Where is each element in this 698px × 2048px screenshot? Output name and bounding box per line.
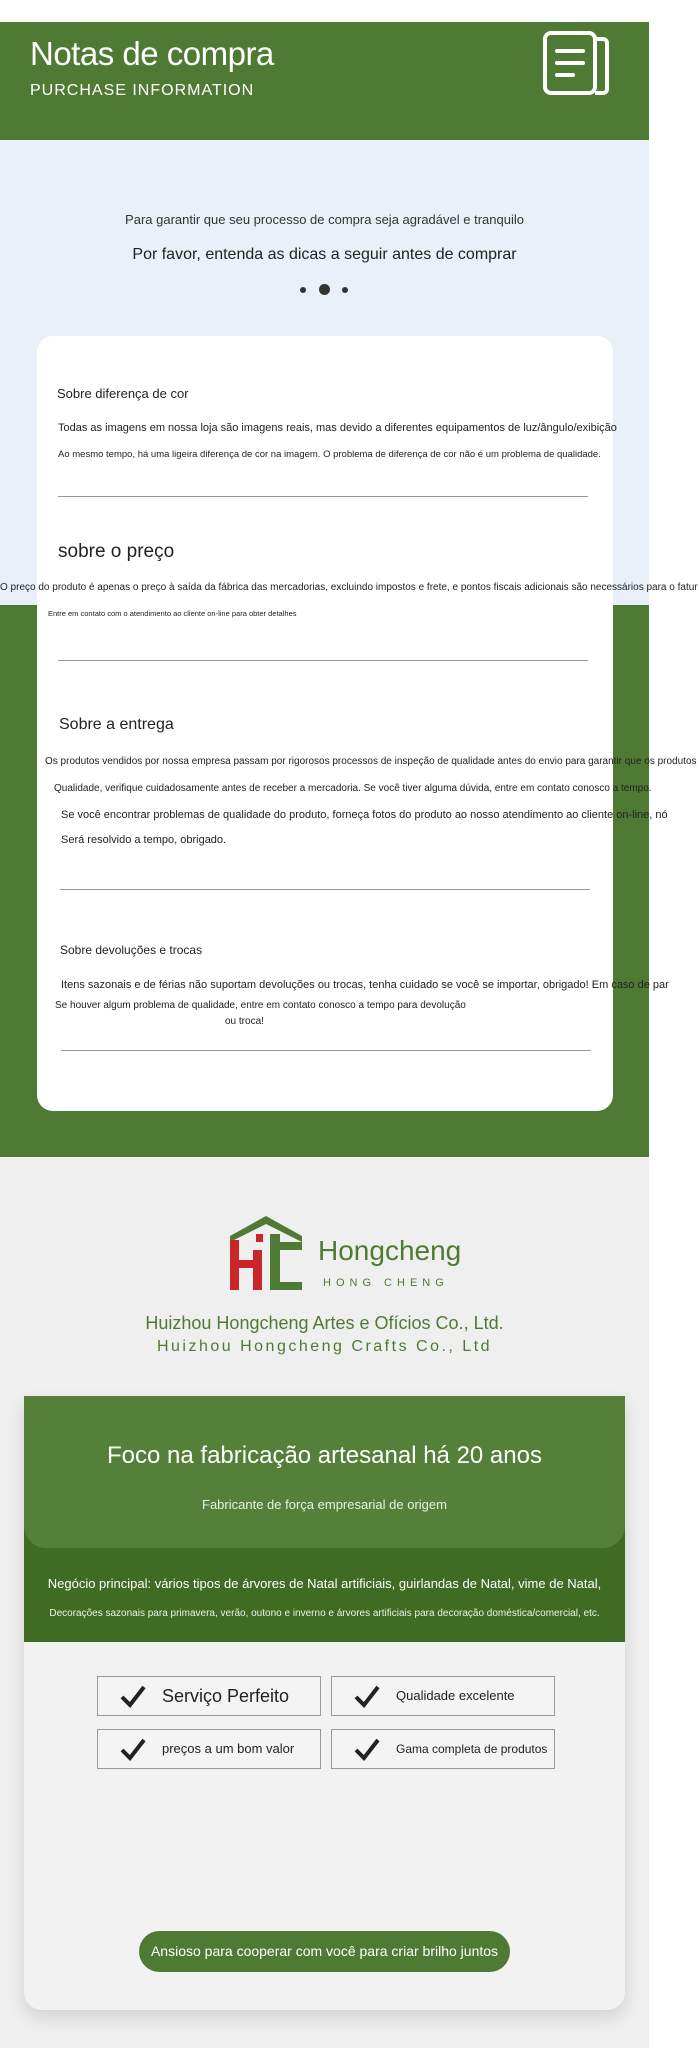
checkmark-icon [120, 1683, 146, 1709]
divider [58, 660, 588, 661]
feature-perfect-service [97, 1676, 321, 1716]
company-name-en: Huizhou Hongcheng Crafts Co., Ltd [156, 1338, 493, 1355]
page-title: Notas de compra [30, 35, 274, 72]
logo-subtitle: HONG CHENG [323, 1277, 449, 1289]
delivery-text-2: Qualidade, verifique cuidadosamente antes de receber a mercadoria. Se você tiver alguma dúvida, entre em contato conosco a tempo. [54, 783, 652, 794]
hongcheng-logo-icon [226, 1214, 306, 1294]
section-heading-returns: Sobre devoluções e trocas [60, 943, 203, 957]
feature-label: Gama completa de produtos [396, 1742, 548, 1756]
color-text-1: Todas as imagens em nossa loja são imagens reais, mas devido a diferentes equipamentos de luz/ângulo/exibição [58, 422, 617, 434]
feature-excellent-quality [331, 1676, 555, 1716]
color-text-2: Ao mesmo tempo, há uma ligeira diferença de cor na imagem. O problema de diferença de cor não é um problema de qualidade. [58, 449, 601, 460]
intro-line-1: Para garantir que seu processo de compra seja agradável e tranquilo [125, 212, 524, 227]
section-heading-price: sobre o preço [58, 541, 175, 562]
price-text-2: Entre em contato com o atendimento ao cliente on-line para obter detalhes [48, 609, 297, 618]
company-name-pt: Huizhou Hongcheng Artes e Ofícios Co., Ltd. [145, 1313, 504, 1333]
feature-label: preços a um bom valor [162, 1741, 295, 1756]
carousel-dot[interactable] [342, 287, 348, 293]
delivery-text-1: Os produtos vendidos por nossa empresa passam por rigorosos processos de inspeção de qualidade antes do envio para garantir que os produtos [45, 756, 697, 767]
business-text-1: Negócio principal: vários tipos de árvores de Natal artificiais, guirlandas de Natal, vime de Natal, [47, 1576, 602, 1591]
feature-good-value [97, 1729, 321, 1769]
intro-line-2: Por favor, entenda as dicas a seguir antes de comprar [132, 246, 517, 263]
feature-full-range [331, 1729, 555, 1769]
business-text-2: Decorações sazonais para primavera, verão, outono e inverno e árvores artificiais para decoração doméstica/comercial, etc. [49, 1608, 600, 1619]
maker-subtitle: Fabricante de força empresarial de origem [202, 1497, 447, 1512]
purchase-notes-card [0, 336, 698, 1111]
price-text-1: O preço do produto é apenas o preço à saída da fábrica das mercadorias, excluindo impostos e frete, e pontos fiscais adicionais são necessários para o fatur [0, 582, 698, 593]
checkmark-icon [354, 1683, 380, 1709]
feature-label: Qualidade excelente [396, 1688, 515, 1703]
cooperate-cta-button[interactable]: Ansioso para cooperar com você para criar brilho juntos [139, 1931, 510, 1972]
returns-text-2: Se houver algum problema de qualidade, entre em contato conosco a tempo para devolução [55, 1000, 466, 1011]
page-subtitle: PURCHASE INFORMATION [30, 82, 255, 99]
carousel-dot-active[interactable] [319, 284, 330, 295]
document-list-icon [542, 30, 610, 96]
delivery-text-3: Se você encontrar problemas de qualidade do produto, forneça fotos do produto ao nosso atendimento ao cliente on-line, nó [61, 809, 668, 821]
returns-text-1: Itens sazonais e de férias não suportam devoluções ou trocas, tenha cuidado se você se importar, obrigado! Em caso de par [61, 979, 669, 991]
carousel-dot[interactable] [300, 287, 306, 293]
checkmark-icon [120, 1736, 146, 1762]
feature-label: Serviço Perfeito [162, 1686, 290, 1706]
checkmark-icon [354, 1736, 380, 1762]
returns-text-3: ou troca! [225, 1016, 264, 1027]
section-heading-color: Sobre diferença de cor [57, 386, 189, 401]
divider [60, 889, 590, 890]
focus-banner [24, 1396, 625, 1548]
logo-name: Hongcheng [318, 1235, 462, 1266]
divider [61, 1050, 591, 1051]
divider [58, 496, 588, 497]
delivery-text-4: Será resolvido a tempo, obrigado. [61, 834, 227, 846]
focus-title: Foco na fabricação artesanal há 20 anos [107, 1442, 542, 1469]
section-heading-delivery: Sobre a entrega [59, 716, 174, 733]
